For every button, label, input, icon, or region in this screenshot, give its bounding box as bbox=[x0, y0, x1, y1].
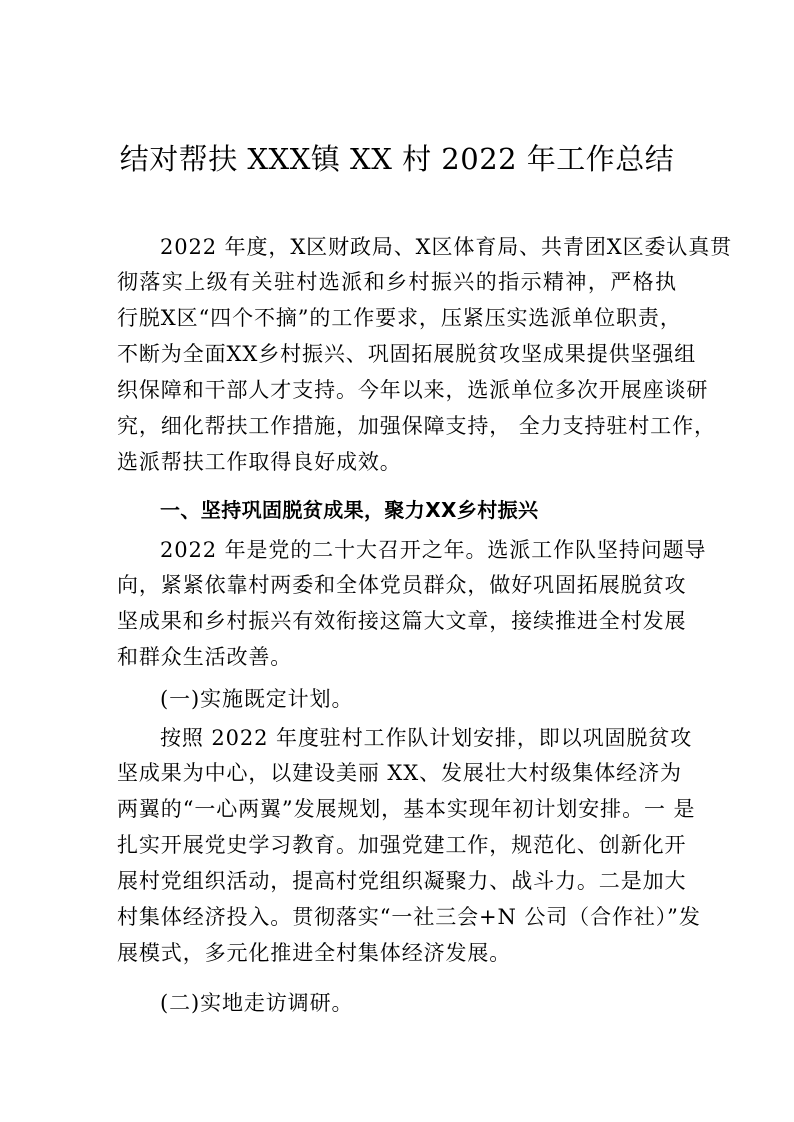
subheading-2: (二)实地走访调研。 bbox=[160, 991, 354, 1015]
paragraph-3-line-1: 按照 2022 年度驻村工作队计划安排，即以巩固脱贫攻 bbox=[160, 726, 693, 750]
paragraph-3-line-7: 展模式，多元化推进全村集体经济发展。 bbox=[117, 941, 512, 965]
paragraph-2-line-4: 和群众生活改善。 bbox=[117, 645, 293, 669]
paragraph-3-line-5: 展村党组织活动，提高村党组织凝聚力、战斗力。二是加大 bbox=[117, 869, 687, 893]
paragraph-1-line-7: 选派帮扶工作取得良好成效。 bbox=[117, 450, 402, 474]
section-heading-1: 一、坚持巩固脱贫成果，聚力XX乡村振兴 bbox=[160, 498, 539, 522]
paragraph-1-line-1: 2022 年度，X区财政局、X区体育局、共青团X区委认真贯 bbox=[160, 235, 733, 259]
paragraph-3-line-2: 坚成果为中心，以建设美丽 XX、发展壮大村级集体经济为 bbox=[117, 761, 682, 785]
paragraph-2-line-1: 2022 年是党的二十大召开之年。选派工作队坚持问题导 bbox=[160, 538, 707, 562]
document-title: 结对帮扶 XXX镇 XX 村 2022 年工作总结 bbox=[119, 142, 675, 176]
paragraph-2-line-2: 向，紧紧依靠村两委和全体党员群众，做好巩固拓展脱贫攻 bbox=[117, 573, 687, 597]
paragraph-3-line-3: 两翼的“一心两翼”发展规划，基本实现年初计划安排。一 是 bbox=[117, 797, 696, 821]
paragraph-1-line-2: 彻落实上级有关驻村选派和乡村振兴的指示精神，严格执 bbox=[117, 270, 677, 294]
paragraph-1-line-6: 究，细化帮扶工作措施，加强保障支持， 全力支持驻村工作， bbox=[117, 414, 716, 438]
paragraph-2-line-3: 坚成果和乡村振兴有效衔接这篇大文章，接续推进全村发展 bbox=[117, 609, 687, 633]
paragraph-3-line-4: 扎实开展党史学习教育。加强党建工作，规范化、创新化开 bbox=[117, 833, 687, 857]
paragraph-1-line-5: 织保障和干部人才支持。今年以来，选派单位多次开展座谈研 bbox=[117, 378, 709, 402]
subheading-1: (一)实施既定计划。 bbox=[160, 687, 354, 711]
paragraph-1-line-3: 行脱X区“四个不摘”的工作要求，压紧压实选派单位职责， bbox=[117, 306, 682, 330]
paragraph-3-line-6: 村集体经济投入。贯彻落实“一社三会+N 公司（合作社）”发 bbox=[117, 905, 701, 929]
paragraph-1-line-4: 不断为全面XX乡村振兴、巩固拓展脱贫攻坚成果提供坚强组 bbox=[117, 342, 697, 366]
